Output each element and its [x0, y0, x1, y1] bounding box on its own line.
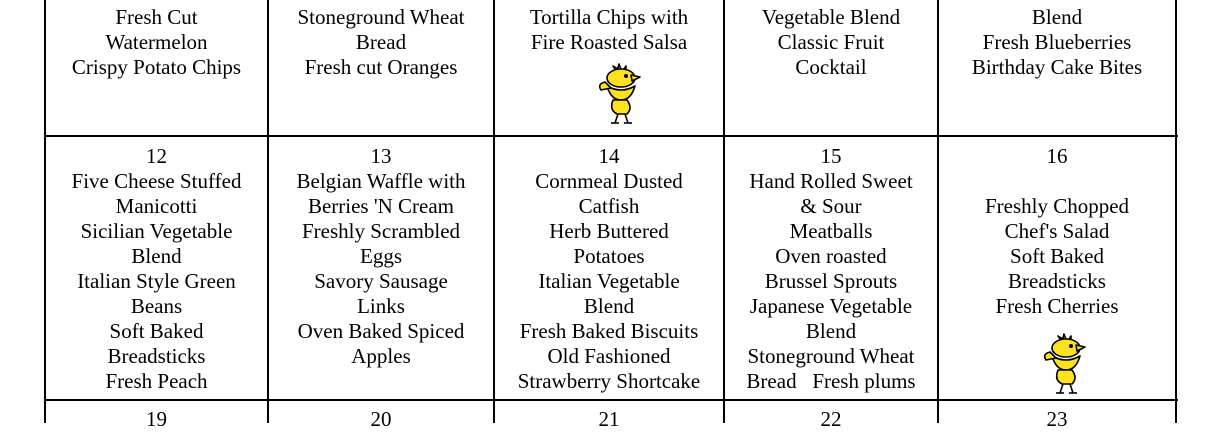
menu-item: Brussel Sprouts — [764, 269, 898, 293]
menu-item: Oven roasted — [775, 244, 887, 268]
menu-item: & Sour — [800, 194, 862, 218]
day-number: 21 — [598, 407, 620, 431]
menu-item: Old Fashioned — [547, 344, 671, 368]
menu-item: Tortilla Chips with — [529, 5, 689, 29]
grid-line — [1175, 0, 1177, 423]
day-cell — [495, 144, 723, 394]
day-number: 12 — [146, 144, 167, 168]
menu-item: Blend — [131, 244, 182, 268]
menu-item: Five Cheese Stuffed — [71, 169, 242, 193]
menu-item: Beans — [130, 294, 183, 318]
day-cell — [725, 407, 937, 432]
day-cell — [46, 407, 267, 432]
menu-item: Meatballs — [789, 219, 873, 243]
menu-item: Fresh Cut — [115, 5, 198, 29]
menu-item: Birthday Cake Bites — [971, 55, 1143, 79]
menu-item: Fresh Cherries — [995, 294, 1119, 318]
day-cell — [46, 144, 267, 394]
menu-item: Stoneground Wheat — [747, 344, 915, 368]
menu-item: Savory Sausage — [314, 269, 448, 293]
menu-cell — [269, 5, 493, 80]
menu-item: Italian Style Green — [77, 269, 236, 293]
menu-cell — [939, 5, 1175, 80]
menu-item: Fresh Baked Biscuits — [519, 319, 699, 343]
menu-item: Chef's Salad — [1004, 219, 1110, 243]
grid-line — [45, 135, 1178, 137]
menu-item: Blend — [1031, 5, 1083, 29]
menu-item: Freshly Scrambled — [301, 219, 461, 243]
day-number: 15 — [820, 144, 842, 168]
day-cell — [269, 407, 493, 432]
menu-item: Soft Baked — [1010, 244, 1104, 268]
day-number: 23 — [1046, 407, 1068, 431]
menu-item: Manicotti — [115, 194, 198, 218]
menu-item: Fresh cut Oranges — [304, 55, 458, 79]
menu-item: Fire Roasted Salsa — [530, 30, 688, 54]
menu-item: Blend — [805, 319, 857, 343]
menu-item: Classic Fruit — [777, 30, 885, 54]
day-number: 22 — [820, 407, 842, 431]
day-cell — [725, 144, 937, 394]
menu-item: Bread — [355, 30, 407, 54]
day-number: 19 — [146, 407, 167, 431]
menu-item: Strawberry Shortcake — [517, 369, 701, 393]
menu-item: Oven Baked Spiced — [297, 319, 465, 343]
day-cell — [939, 407, 1175, 432]
menu-item: Breadsticks — [1008, 269, 1106, 293]
menu-item: Japanese Vegetable — [749, 294, 913, 318]
menu-item: Soft Baked — [109, 319, 204, 343]
day-cell — [269, 144, 493, 369]
menu-item — [939, 169, 1175, 194]
menu-item: Catfish — [578, 194, 640, 218]
menu-item: Cornmeal Dusted — [535, 169, 683, 193]
woodstock-icon — [595, 60, 647, 126]
woodstock-icon — [1040, 330, 1092, 396]
menu-item: Breadsticks — [107, 344, 206, 368]
menu-item: Watermelon — [105, 30, 208, 54]
day-number: 13 — [370, 144, 392, 168]
menu-cell — [495, 5, 723, 55]
menu-item: Apples — [351, 344, 411, 368]
day-number: 20 — [370, 407, 392, 431]
menu-item: Vegetable Blend — [761, 5, 901, 29]
menu-item: Belgian Waffle with — [296, 169, 466, 193]
day-number: 16 — [1046, 144, 1068, 168]
menu-item: Blend — [583, 294, 635, 318]
menu-item: Bread Fresh plums — [746, 369, 916, 393]
menu-item: Fresh Blueberries — [982, 30, 1132, 54]
menu-item: Hand Rolled Sweet — [749, 169, 913, 193]
menu-item: Italian Vegetable — [538, 269, 680, 293]
menu-item: Sicilian Vegetable — [80, 219, 233, 243]
menu-item: Cocktail — [795, 55, 867, 79]
menu-item: Eggs — [360, 244, 402, 268]
menu-item: Freshly Chopped — [984, 194, 1130, 218]
menu-item: Fresh Peach — [105, 369, 208, 393]
day-number: 14 — [598, 144, 620, 168]
menu-cell — [725, 5, 937, 80]
day-cell — [939, 144, 1175, 319]
menu-cell — [46, 5, 267, 80]
menu-item: Berries 'N Cream — [307, 194, 455, 218]
menu-item: Herb Buttered — [549, 219, 669, 243]
menu-item: Crispy Potato Chips — [71, 55, 242, 79]
day-cell — [495, 407, 723, 432]
grid-line — [45, 399, 1178, 401]
menu-item: Links — [357, 294, 405, 318]
menu-item: Potatoes — [573, 244, 645, 268]
menu-item: Stoneground Wheat — [297, 5, 465, 29]
